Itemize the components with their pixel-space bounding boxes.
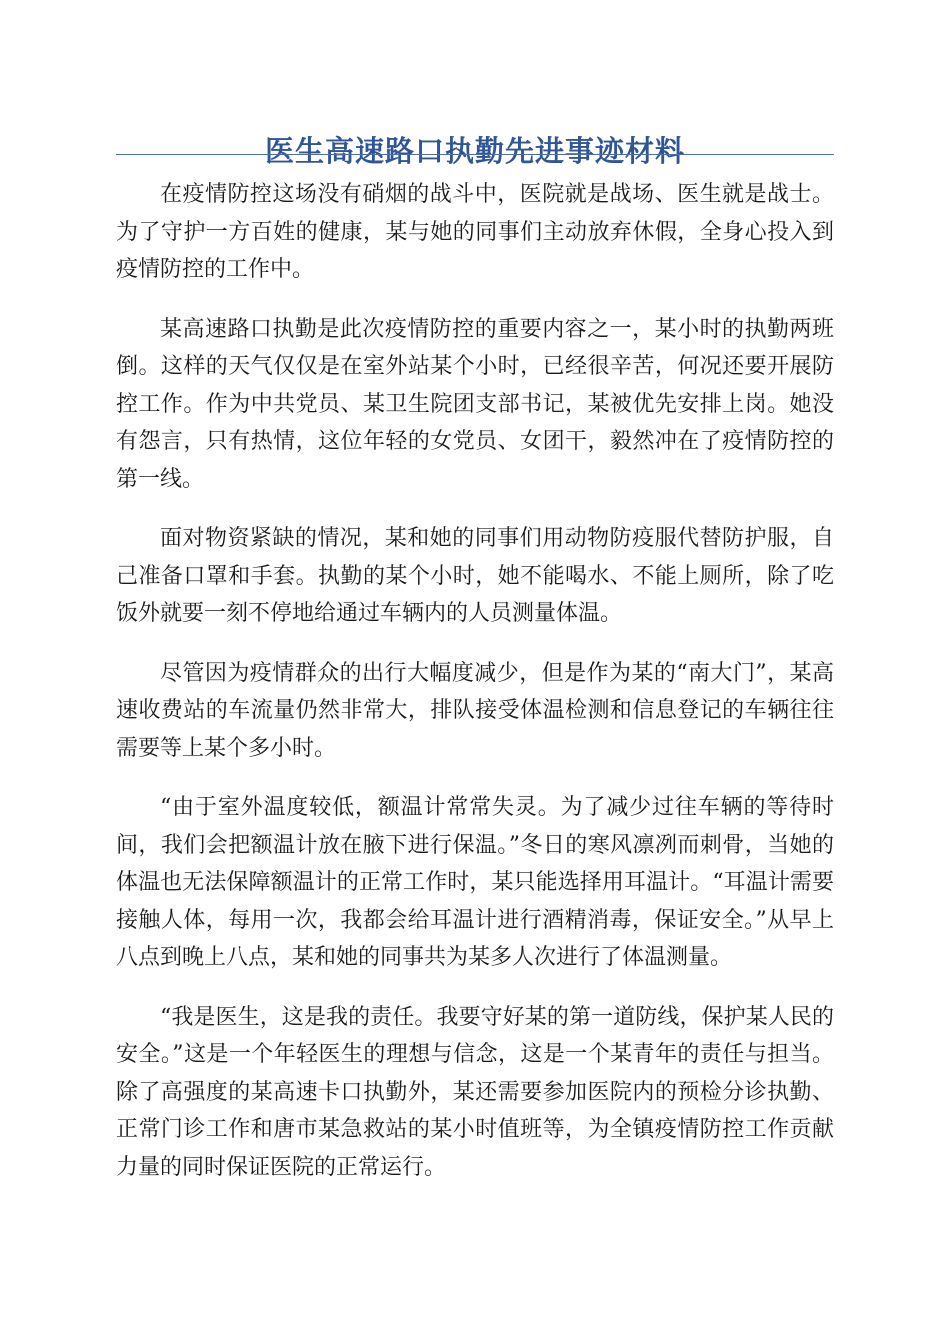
paragraph-6: “我是医生，这是我的责任。我要守好某的第一道防线，保护某人民的安全。”这是一个年轻医生的理想与信念，这是一个某青年的责任与担当。除了高强度的某高速卡口执勤外，某还需要参加医院内的预检分诊执勤、正常门诊工作和唐市某急救站的某小时值班等，为全镇疫情防控工作贡献力量的同时保证医院的正常运行。 <box>116 1004 834 1180</box>
paragraph-3: 面对物资紧缺的情况，某和她的同事们用动物防疫服代替防护服，自己准备口罩和手套。执勤的某个小时，她不能喝水、不能上厕所，除了吃饭外就要一刻不停地给通过车辆内的人员测量体温。 <box>116 526 834 626</box>
document-body <box>116 176 834 1208</box>
paragraph-5: “由于室外温度较低，额温计常常失灵。为了减少过往车辆的等待时间，我们会把额温计放在腋下进行保温。”冬日的寒风凛冽而刺骨，当她的体温也无法保障额温计的正常工作时，某只能选择用耳温计。“耳温计需要接触人体，每用一次，我都会给耳温计进行酒精消毒，保证安全。”从早上八点到晚上八点，某和她的同事共为某多人次进行了体温测量。 <box>116 795 834 970</box>
paragraph-2: 某高速路口执勤是此次疫情防控的重要内容之一，某小时的执勤两班倒。这样的天气仅仅是在室外站某个小时，已经很辛苦，何况还要开展防控工作。作为中共党员、某卫生院团支部书记，某被优先安排上岗。她没有怨言，只有热情，这位年轻的女党员、女团干，毅然冲在了疫情防控的第一线。 <box>116 316 834 492</box>
paragraph-1: 在疫情防控这场没有硝烟的战斗中，医院就是战场、医生就是战士。为了守护一方百姓的健康，某与她的同事们主动放弃休假，全身心投入到疫情防控的工作中。 <box>116 182 834 282</box>
document-title: 医生高速路口执勤先进事迹材料 <box>264 134 685 169</box>
paragraph-4: 尽管因为疫情群众的出行大幅度减少，但是作为某的“南大门”，某高速收费站的车流量仍然非常大，排队接受体温检测和信息登记的车辆往往需要等上某个多小时。 <box>116 660 834 761</box>
title-underline <box>116 154 834 155</box>
